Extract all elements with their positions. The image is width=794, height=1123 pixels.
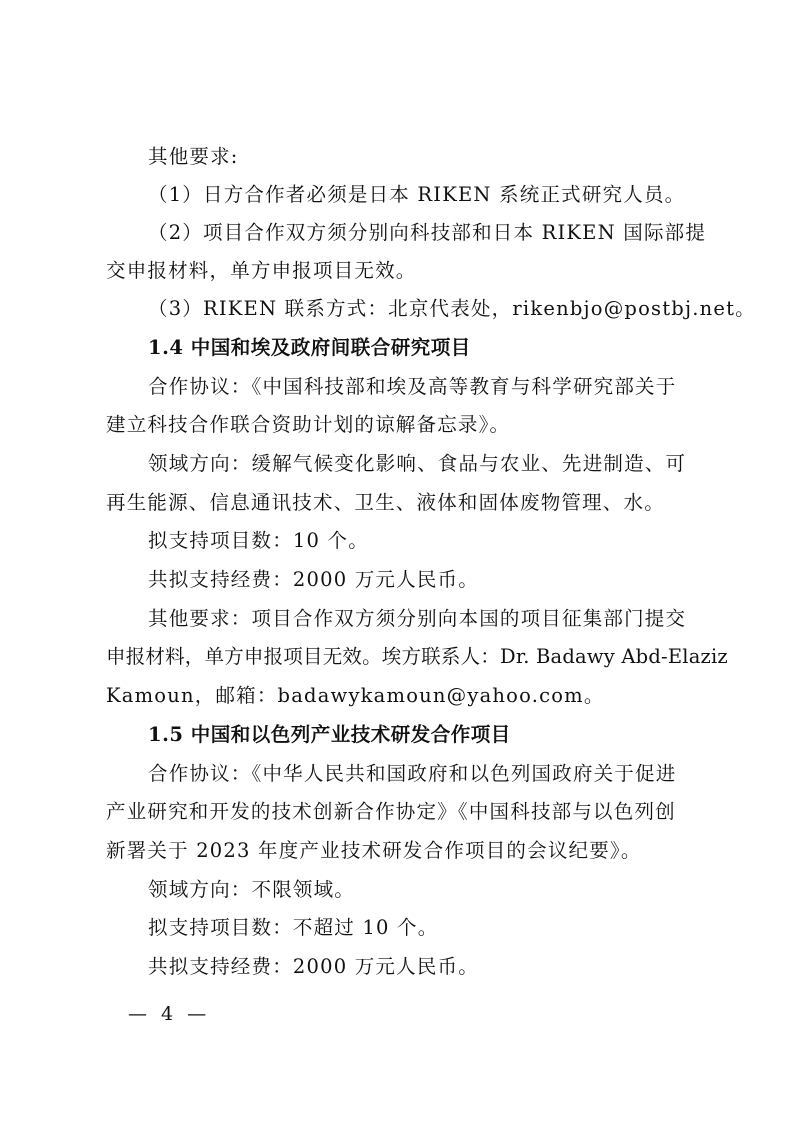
section-1-5-agreement-line-3: 新署关于 2023 年度产业技术研发合作项目的会议纪要》。 [106, 839, 642, 862]
section-1-4-other-line-3: Kamoun，邮箱：badawykamoun@yahoo.com。 [106, 684, 605, 707]
section-1-4-project-count: 拟支持项目数：10 个。 [148, 529, 369, 552]
section-1-5-project-count: 拟支持项目数：不超过 10 个。 [148, 916, 439, 939]
section-1-4-funding: 共拟支持经费：2000 万元人民币。 [148, 568, 479, 591]
section-1-4-other-line-1: 其他要求：项目合作双方须分别向本国的项目征集部门提交 [148, 607, 687, 630]
section-1-5-heading: 1.5 中国和以色列产业技术研发合作项目 [148, 723, 511, 746]
section-1-4-agreement-line-1: 合作协议：《中国科技部和埃及高等教育与科学研究部关于 [148, 375, 677, 398]
requirement-2-line-1: （2）项目合作双方须分别向科技部和日本 RIKEN 国际部提 [148, 221, 707, 244]
section-1-5-fields: 领域方向：不限领域。 [148, 878, 356, 901]
section-1-4-agreement-line-2: 建立科技合作联合资助计划的谅解备忘录》。 [106, 413, 511, 436]
other-requirements-label: 其他要求: [148, 145, 239, 168]
section-1-4-fields-line-1: 领域方向：缓解气候变化影响、食品与农业、先进制造、可 [148, 452, 687, 475]
requirement-1: （1）日方合作者必须是日本 RIKEN 系统正式研究人员。 [148, 183, 686, 206]
section-1-4-other-line-2: 申报材料，单方申报项目无效。埃方联系人：Dr. Badawy Abd-Elaziz [106, 645, 728, 668]
requirement-3-contact: （3）RIKEN 联系方式：北京代表处，rikenbjo@postbj.net。 [148, 297, 756, 320]
section-1-4-fields-line-2: 再生能源、信息通讯技术、卫生、液体和固体废物管理、水。 [106, 491, 665, 514]
section-1-5-agreement-line-2: 产业研究和开发的技术创新合作协定》《中国科技部与以色列创 [106, 800, 676, 823]
section-1-4-heading: 1.4 中国和埃及政府间联合研究项目 [148, 336, 471, 359]
section-1-5-funding: 共拟支持经费：2000 万元人民币。 [148, 955, 479, 978]
section-1-5-agreement-line-1: 合作协议：《中华人民共和国政府和以色列国政府关于促进 [148, 762, 677, 785]
requirement-2-line-2: 交申报材料，单方申报项目无效。 [106, 259, 417, 282]
page-number: — 4 — [128, 1003, 211, 1025]
